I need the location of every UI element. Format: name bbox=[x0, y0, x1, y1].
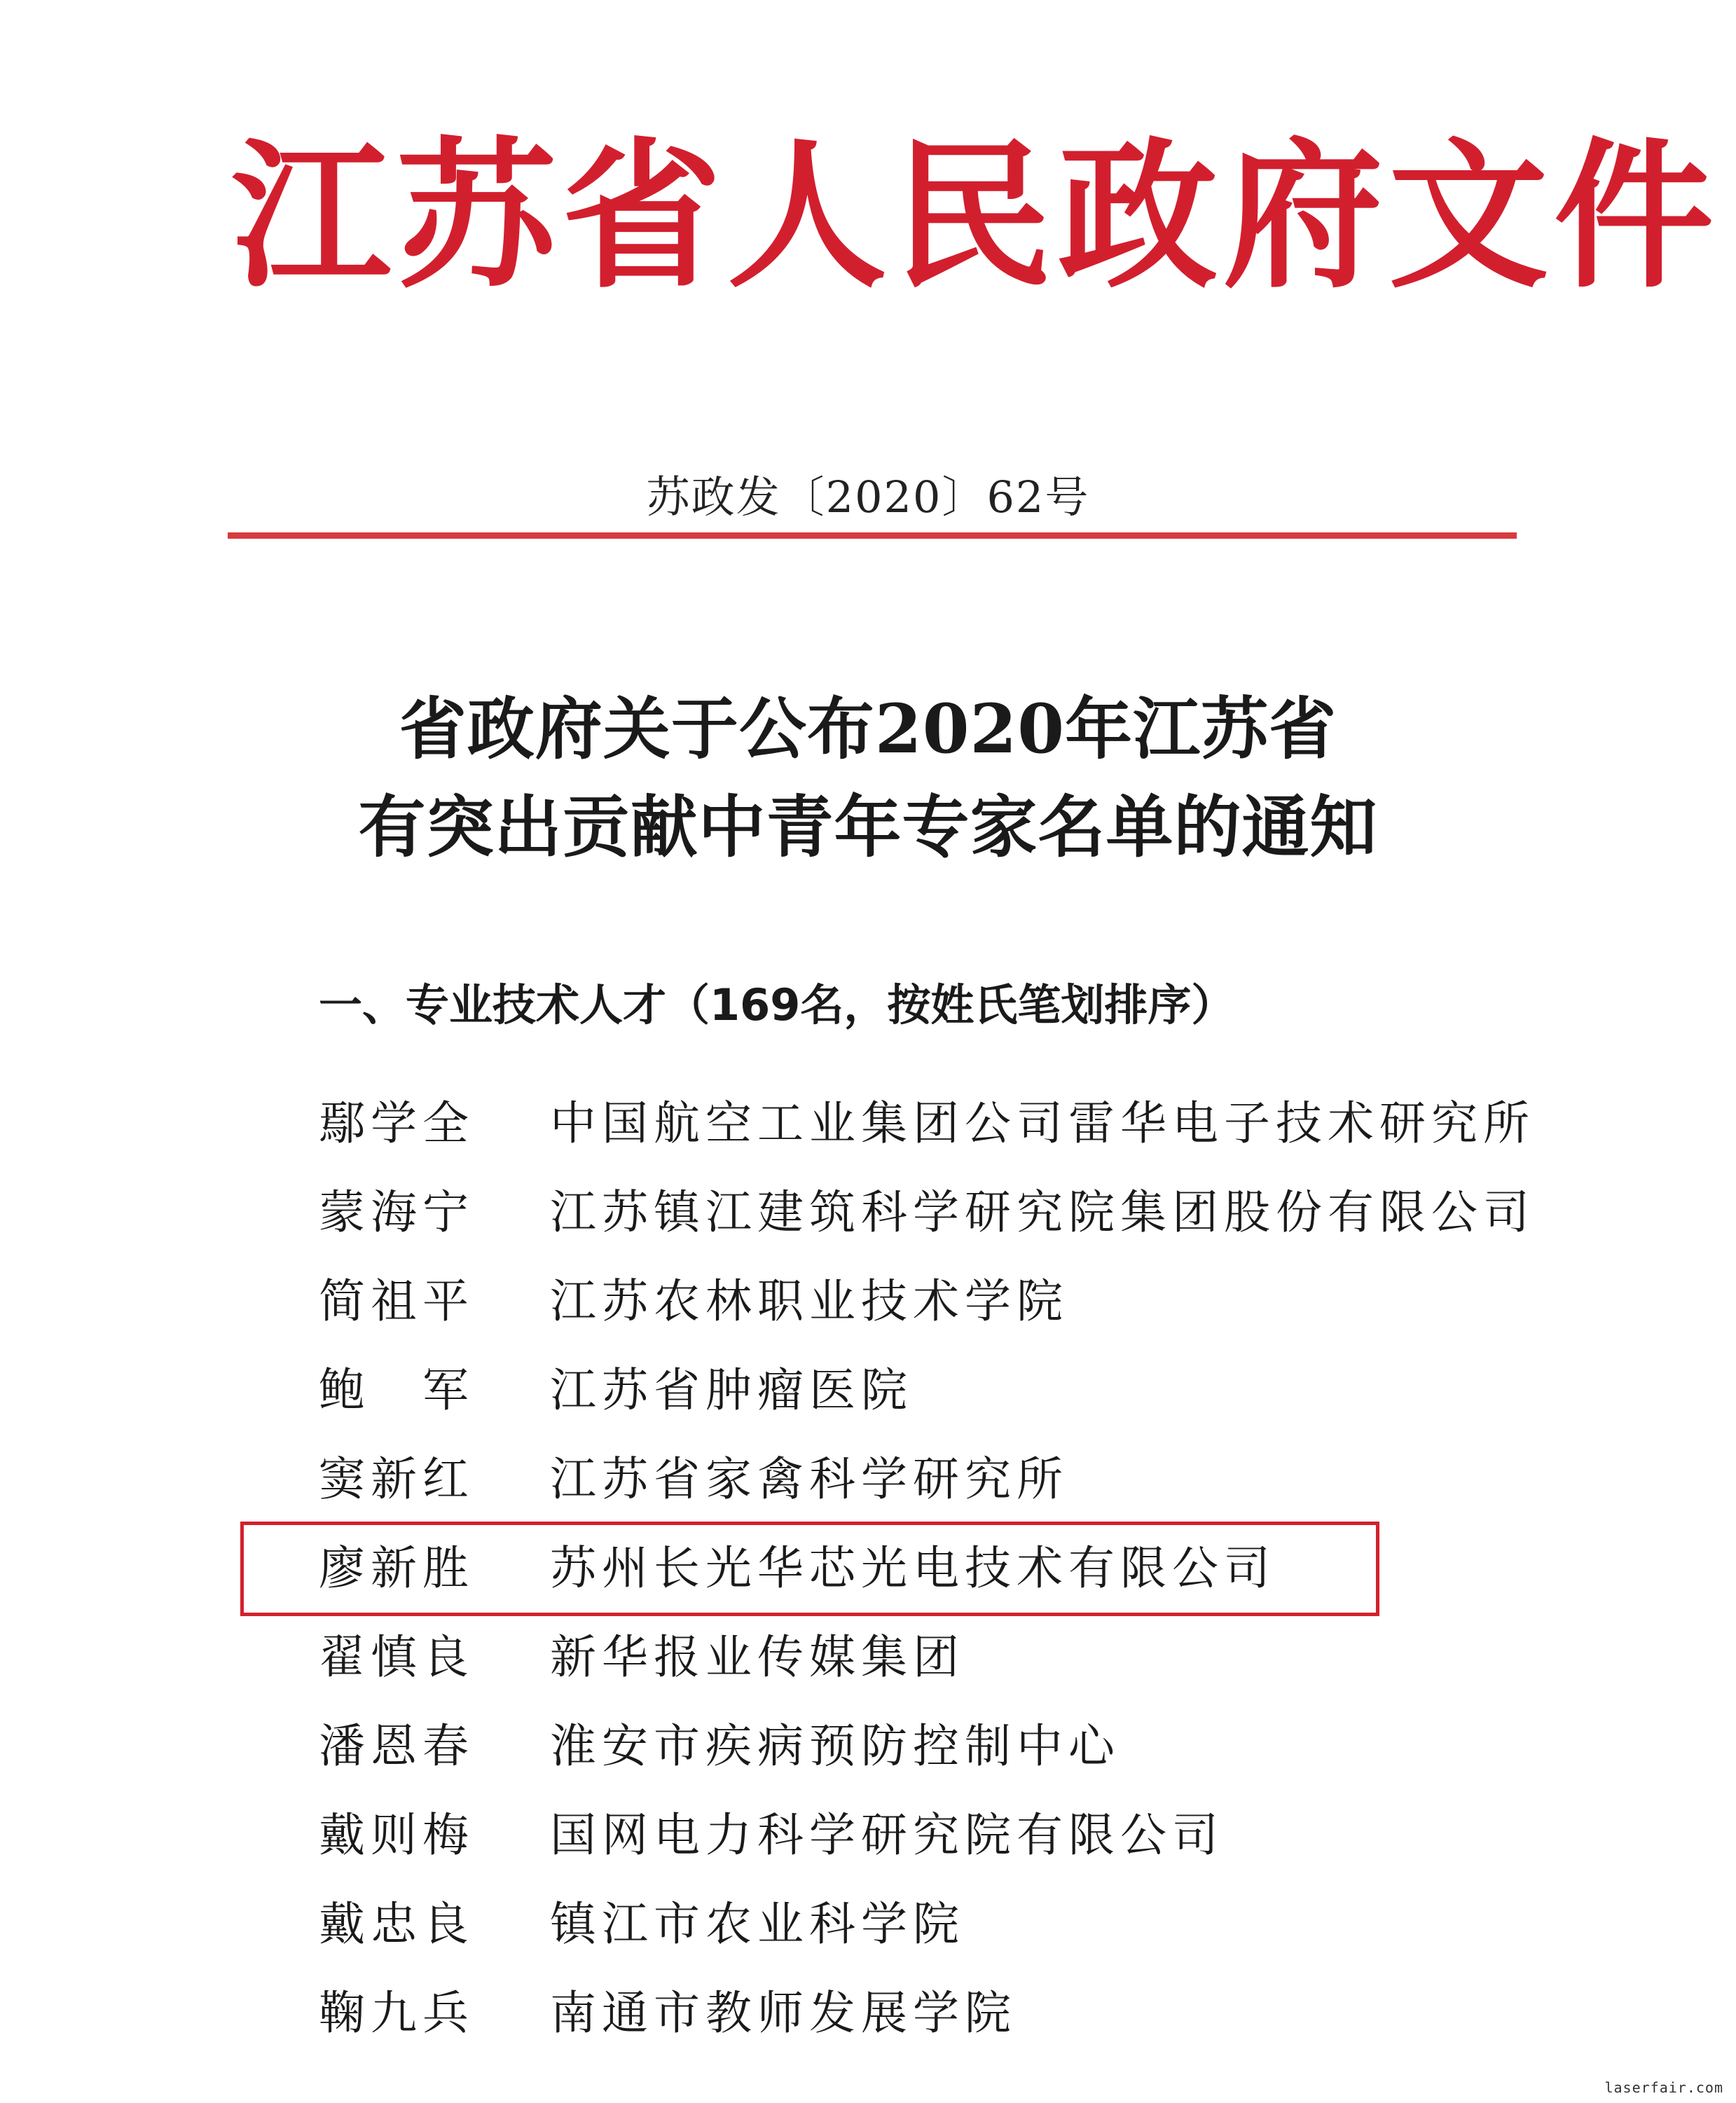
roster-organization: 淮安市疾病预防控制中心 bbox=[550, 1719, 1120, 1773]
notice-title-line-1: 省政府关于公布2020年江苏省 bbox=[399, 689, 1337, 768]
roster-organization: 南通市教师发展学院 bbox=[550, 1986, 1017, 2040]
roster-row bbox=[0, 1976, 1736, 2046]
roster-organization: 江苏省家禽科学研究所 bbox=[550, 1452, 1068, 1506]
roster-row bbox=[0, 1264, 1736, 1334]
roster-organization: 中国航空工业集团公司雷华电子技术研究所 bbox=[550, 1096, 1535, 1150]
roster-name: 蒙海宁 bbox=[319, 1185, 474, 1239]
roster-name: 窦新红 bbox=[319, 1452, 474, 1506]
roster-organization: 镇江市农业科学院 bbox=[550, 1897, 965, 1951]
roster-row bbox=[0, 1086, 1736, 1156]
watermark-text: laserfair.com bbox=[1604, 2079, 1723, 2096]
roster-name: 鄢学全 bbox=[319, 1096, 474, 1150]
roster-name: 鲍 军 bbox=[319, 1363, 474, 1417]
roster-row bbox=[0, 1620, 1736, 1690]
roster-organization: 江苏镇江建筑科学研究院集团股份有限公司 bbox=[550, 1185, 1535, 1239]
highlight-box bbox=[240, 1522, 1379, 1616]
roster-row bbox=[0, 1442, 1736, 1512]
roster-name: 廖新胜 bbox=[319, 1541, 474, 1595]
roster-name: 翟慎良 bbox=[319, 1630, 474, 1684]
roster-row bbox=[0, 1887, 1736, 1957]
roster-organization: 新华报业传媒集团 bbox=[550, 1630, 965, 1684]
roster-name: 简祖平 bbox=[319, 1274, 474, 1328]
section-heading: 一、专业技术人才（169名，按姓氏笔划排序） bbox=[319, 979, 1235, 1030]
roster-name: 戴则梅 bbox=[319, 1808, 474, 1862]
roster-organization: 苏州长光华芯光电技术有限公司 bbox=[550, 1541, 1276, 1595]
roster-row bbox=[0, 1798, 1736, 1868]
roster-name: 潘恩春 bbox=[319, 1719, 474, 1773]
roster-row bbox=[0, 1353, 1736, 1423]
roster-name: 鞠九兵 bbox=[319, 1986, 474, 2040]
roster-organization: 江苏农林职业技术学院 bbox=[550, 1274, 1068, 1328]
roster-organization: 国网电力科学研究院有限公司 bbox=[550, 1808, 1224, 1862]
roster-row bbox=[0, 1709, 1736, 1779]
red-divider-line bbox=[228, 532, 1517, 539]
roster-row bbox=[0, 1175, 1736, 1245]
notice-title-line-2: 有突出贡献中青年专家名单的通知 bbox=[358, 787, 1378, 867]
roster-name: 戴忠良 bbox=[319, 1897, 474, 1951]
roster-organization: 江苏省肿瘤医院 bbox=[550, 1363, 913, 1417]
issuer-header: 江苏省人民政府文件 bbox=[231, 123, 1719, 310]
document-number: 苏政发〔2020〕62号 bbox=[646, 471, 1090, 523]
